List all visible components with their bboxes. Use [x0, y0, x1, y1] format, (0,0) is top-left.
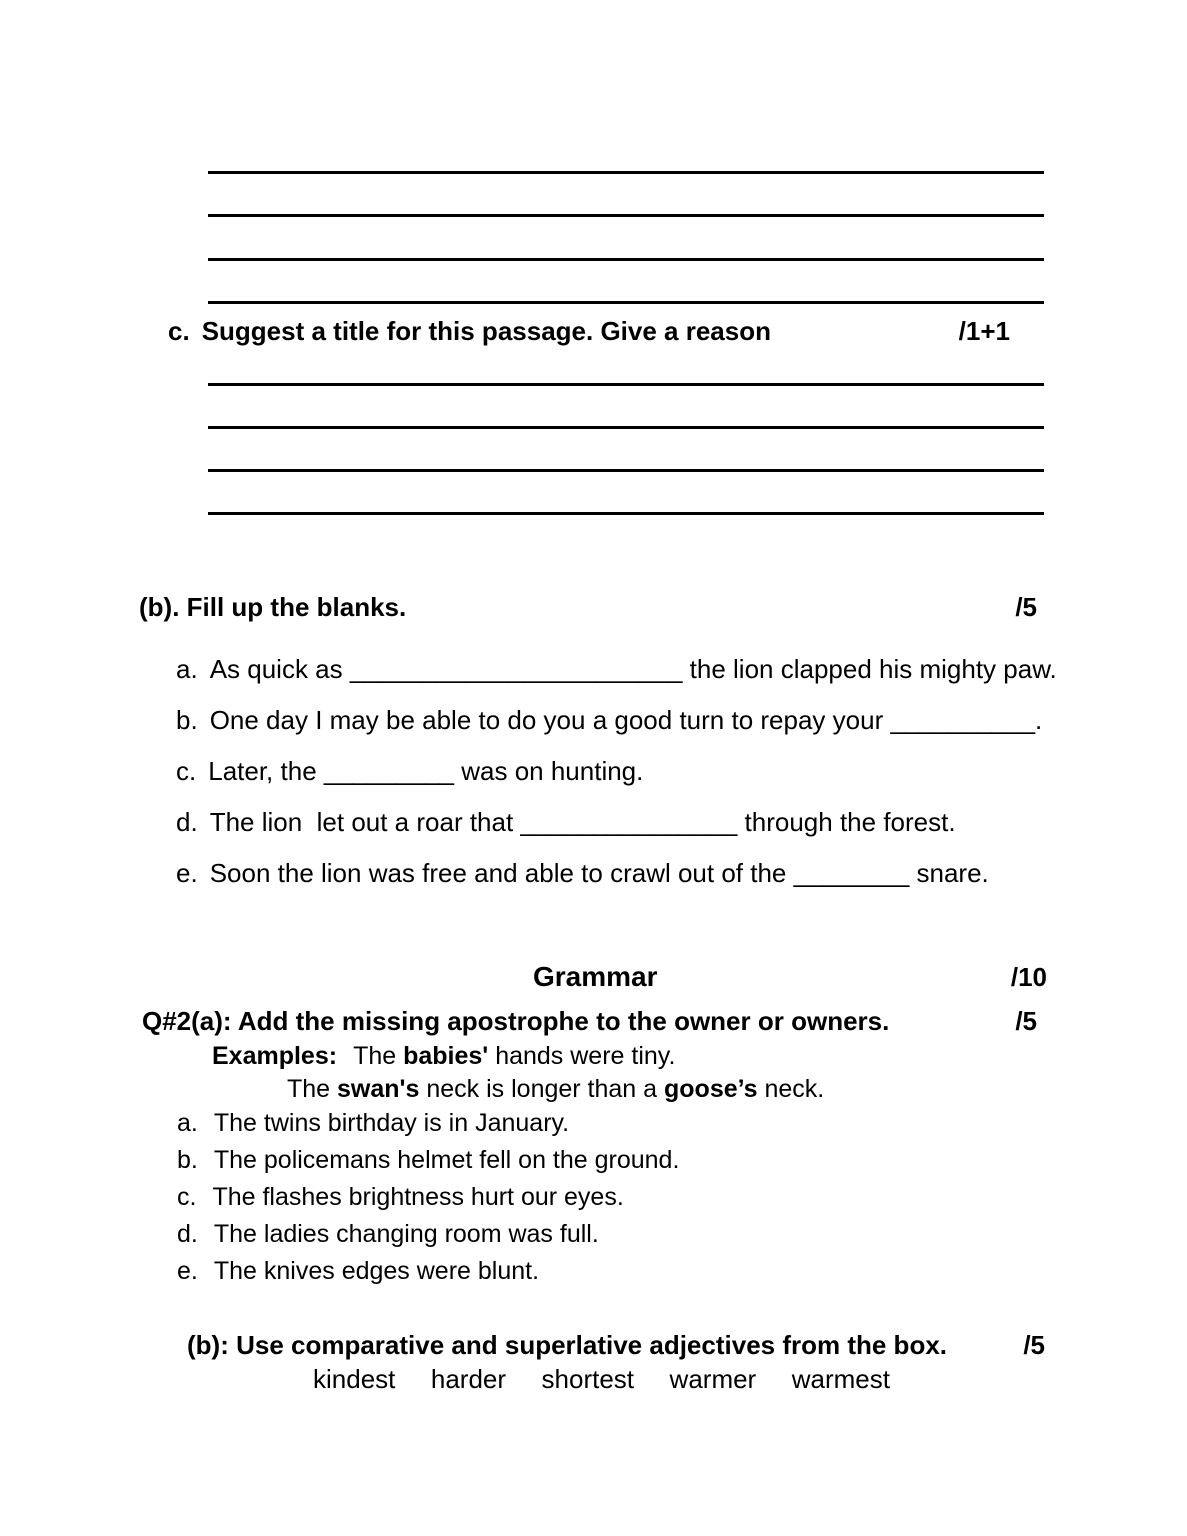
writing-line: [208, 426, 1044, 429]
item-text: As quick as _______________________ the lion clapped his mighty paw.: [209, 654, 1057, 684]
fill-blank-item: [176, 857, 1096, 889]
example-text: The: [287, 1075, 338, 1103]
item-text: Later, the _________ was on hunting.: [208, 756, 644, 786]
word-option: kindest: [313, 1364, 396, 1394]
fill-blank-item: [176, 704, 1096, 736]
writing-line: [208, 469, 1044, 472]
adjective-word-box: [313, 1363, 890, 1395]
fill-blank-item: [176, 806, 1096, 838]
q2a-heading: Q#2(a): Add the missing apostrophe to the owner or owners.: [142, 1006, 890, 1036]
writing-line: [208, 171, 1044, 174]
item-text: Soon the lion was free and able to crawl out of the ________ snare.: [209, 858, 989, 888]
q2a-marks: /5: [1015, 1006, 1037, 1036]
item-text: The knives edges were blunt.: [213, 1257, 540, 1285]
item-label: d.: [176, 807, 198, 837]
question-c-heading: [168, 315, 948, 347]
example-line-2: [287, 1073, 824, 1105]
item-label: c.: [177, 1183, 197, 1211]
word-option: warmest: [791, 1364, 890, 1394]
item-label: d.: [177, 1220, 198, 1248]
item-text: One day I may be able to do you a good turn to repay your __________.: [209, 705, 1043, 735]
fill-blanks-marks: /5: [1015, 592, 1037, 622]
writing-line: [208, 258, 1044, 261]
example-bold-term: swan's: [337, 1075, 420, 1103]
fill-blank-item: [176, 755, 1096, 787]
example-text: The: [353, 1042, 404, 1070]
apostrophe-item: [177, 1144, 1077, 1176]
example-text: hands were tiny.: [488, 1042, 676, 1070]
item-label: a.: [176, 654, 198, 684]
word-option: shortest: [541, 1364, 635, 1394]
examples-label: Examples:: [212, 1042, 338, 1070]
item-text: The policemans helmet fell on the ground.: [213, 1146, 680, 1174]
item-label: e.: [177, 1257, 198, 1285]
writing-line: [208, 301, 1044, 304]
example-bold-term: babies': [403, 1042, 489, 1070]
item-text: The lion let out a roar that _______________ through the forest.: [209, 807, 956, 837]
example-bold-term: goose’s: [664, 1075, 758, 1103]
writing-line: [208, 214, 1044, 217]
apostrophe-item: [177, 1181, 1077, 1213]
apostrophe-item: [177, 1255, 1077, 1287]
grammar-title: Grammar: [533, 961, 658, 992]
example-line-1: [212, 1040, 675, 1072]
apostrophe-item: [177, 1218, 1077, 1250]
item-label: b.: [176, 705, 198, 735]
item-text: The ladies changing room was full.: [213, 1220, 599, 1248]
question-c-label: c.: [168, 316, 190, 346]
item-label: a.: [177, 1109, 198, 1137]
example-text: neck.: [757, 1075, 825, 1103]
item-label: c.: [176, 756, 197, 786]
writing-line: [208, 512, 1044, 515]
word-option: warmer: [669, 1364, 757, 1394]
question-c-text: Suggest a title for this passage. Give a reason: [201, 316, 771, 346]
grammar-marks: /10: [1010, 962, 1047, 992]
word-option: harder: [430, 1364, 507, 1394]
writing-line: [208, 383, 1044, 386]
q2b-heading: (b): Use comparative and superlative adjectives from the box.: [187, 1330, 948, 1360]
item-label: e.: [176, 858, 198, 888]
example-text: neck is longer than a: [419, 1075, 664, 1103]
apostrophe-item: [177, 1107, 1077, 1139]
fill-blank-item: [176, 653, 1096, 685]
item-text: The twins birthday is in January.: [213, 1109, 570, 1137]
question-c-marks: /1+1: [958, 316, 1010, 346]
fill-blanks-heading: (b). Fill up the blanks.: [139, 592, 407, 622]
item-text: The flashes brightness hurt our eyes.: [212, 1183, 624, 1211]
item-label: b.: [177, 1146, 198, 1174]
q2b-marks: /5: [1023, 1330, 1045, 1360]
